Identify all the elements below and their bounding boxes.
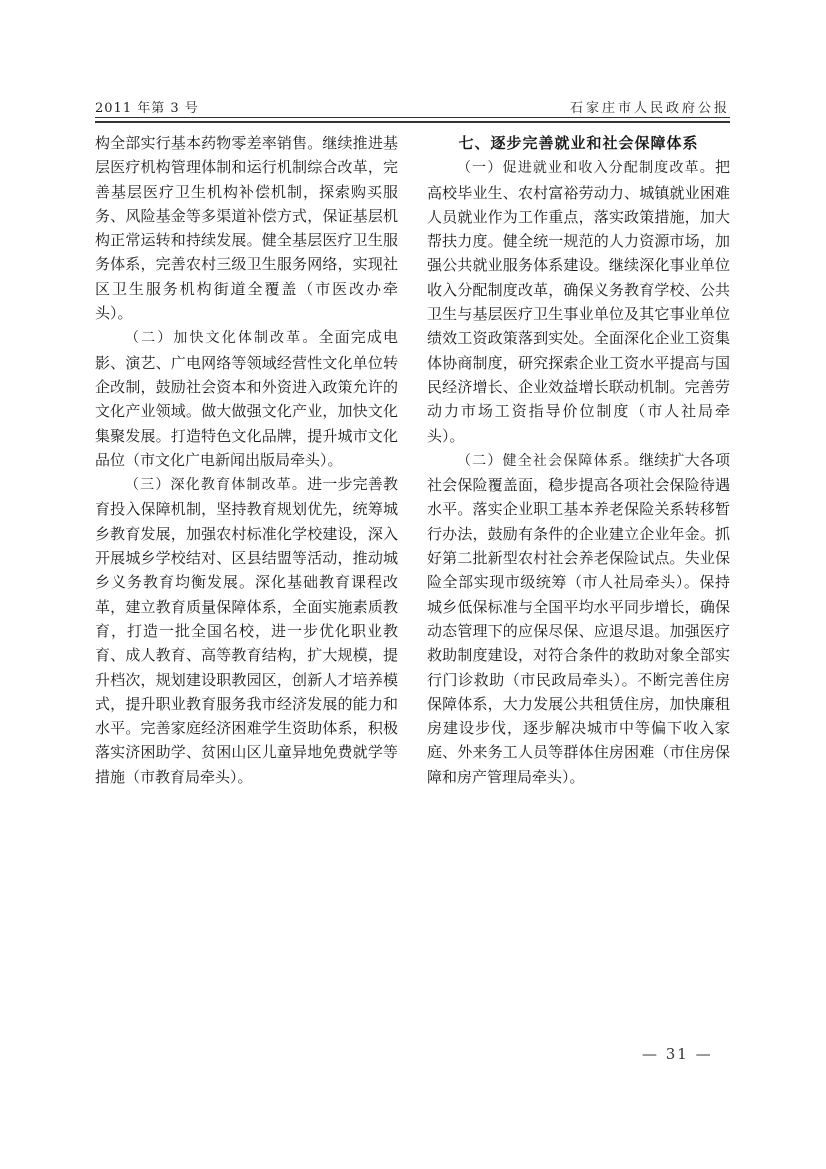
paragraph-social-security (427, 448, 730, 789)
left-column (95, 131, 398, 789)
header-rule-thick (95, 121, 730, 123)
subheading-education-reform: （三）深化教育体制改革。 (125, 477, 308, 494)
subheading-culture-reform: （二）加快文化体制改革。 (125, 330, 319, 347)
section-title: 七、逐步完善就业和社会保障体系 (458, 134, 699, 152)
paragraph-culture-reform-body: 全面完成电影、演艺、广电网络等领域经营性文化单位转企改制，鼓励社会资本和外资进入政策允许的文化产业领域。做大做强文化产业，加快文化集聚发展。打造特色文化品牌，提升城市文化品位（市文化广电新闻出版局牵头）。 (95, 328, 398, 469)
right-column (427, 131, 730, 789)
paragraph-culture-reform (95, 325, 398, 472)
header-rule-thin (95, 117, 730, 118)
page-number: — 31 — (642, 1045, 713, 1063)
running-header (95, 95, 730, 117)
subheading-employment: （一）促进就业和收入分配制度改革。 (457, 160, 715, 177)
paragraph-continued: 构全部实行基本药物零差率销售。继续推进基层医疗机构管理体制和运行机制综合改革，完善基层医疗卫生机构补偿机制，探索购买服务、风险基金等多渠道补偿方式，保证基层机构正常运转和持续发展。健全基层医疗卫生服务体系，完善农村三级卫生服务网络，实现社区卫生服务机构街道全覆盖（市医改办牵头）。 (95, 134, 398, 323)
paragraph-education-reform-body: 进一步完善教育投入保障机制，坚持教育规划优先，统筹城乡教育发展，加强农村标准化学校建设，深入开展城乡学校结对、区县结盟等活动，推动城乡义务教育均衡发展。深化基础教育课程改革，建立教育质量保障体系，全面实施素质教育，打造一批全国名校，进一步优化职业教育、成人教育、高等教育结构，扩大规模，提升档次，规划建设职教园区，创新人才培养模式，提升职业教育服务我市经济发展的能力和水平。完善家庭经济困难学生资助体系，积极落实济困助学、贫困山区儿童异地免费就学等措施（市教育局牵头）。 (95, 475, 398, 786)
paragraph-social-security-body: 继续扩大各项社会保险覆盖面，稳步提高各项社会保险待遇水平。落实企业职工基本养老保险关系转移暂行办法，鼓励有条件的企业建立企业年金。抓好第二批新型农村社会养老保险试点。失业保险全部实现市级统筹（市人社局牵头）。保持城乡低保标准与全国平均水平同步增长，确保动态管理下的应保尽保、应退尽退。加强医疗救助制度建设，对符合条件的救助对象全部实行门诊救助（市民政局牵头）。不断完善住房保障体系，大力发展公共租赁住房，加快廉租房建设步伐，逐步解决城市中等偏下收入家庭、外来务工人员等群体住房困难（市住房保障和房产管理局牵头）。 (427, 450, 730, 786)
paragraph-employment-body: 把高校毕业生、农村富裕劳动力、城镇就业困难人员就业作为工作重点，落实政策措施，加大帮扶力度。健全统一规范的人力资源市场，加强公共就业服务体系建设。继续深化事业单位收入分配制度改革，确保义务教育学校、公共卫生与基层医疗卫生事业单位及其它事业单位绩效工资政策落到实处。全面深化企业工资集体协商制度，研究探索企业工资水平提高与国民经济增长、企业效益增长联动机制。完善劳动力市场工资指导价位制度（市人社局牵头）。 (427, 158, 730, 445)
paragraph-education-reform (95, 472, 398, 789)
publication-title: 石家庄市人民政府公报 (569, 101, 730, 116)
paragraph-employment (427, 155, 730, 448)
issue-label: 2011 年第 3 号 (95, 101, 199, 116)
subheading-social-security: （二）健全社会保障体系。 (457, 452, 640, 469)
